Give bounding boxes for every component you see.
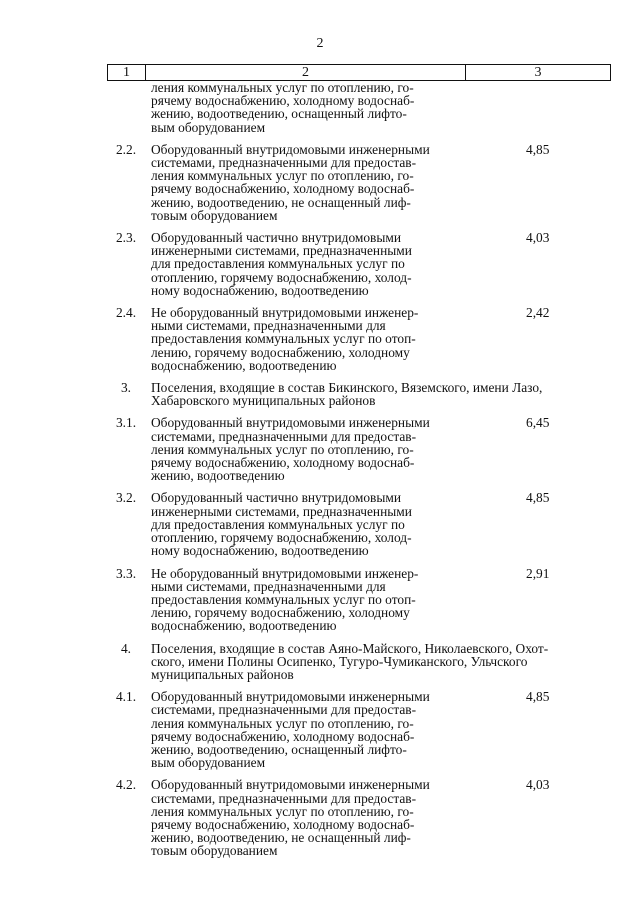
row-number: 3.1.: [115, 415, 137, 431]
table-row: [107, 143, 610, 222]
table-row: [107, 306, 610, 372]
column-header-1: 1: [108, 65, 146, 81]
row-number: 3.2.: [115, 490, 137, 506]
row-number: 4.: [120, 640, 132, 656]
row-number: 2.3.: [115, 230, 137, 246]
section-heading-row: [107, 642, 610, 682]
table-body: [107, 81, 610, 867]
table-row: [107, 491, 610, 557]
row-value: 4,85: [526, 490, 550, 506]
row-value: 6,45: [526, 415, 550, 431]
table-header: [107, 64, 611, 81]
row-description: Не оборудованный внутридомовыми инженер- ными системами, предназначенными для предоставления коммунальных услуг по отоп- лению, горячему водоснабжению, холодному водоснабжению, водоотведению: [151, 565, 419, 634]
row-number: 3.3.: [115, 565, 137, 581]
table-row: [107, 778, 610, 857]
table-row: [107, 567, 610, 633]
column-header-3: 3: [466, 65, 611, 81]
row-description: Оборудованный внутридомовыми инженерными системами, предназначенными для предостав- ления коммунальных услуг по отоплению, го- рячему водоснабжению, холодному водоснаб- жению, водоотведению: [151, 415, 430, 484]
row-description: Оборудованный частично внутридомовыми инженерными системами, предназначенными для предоставления коммунальных услуг по отоплению, горячему водоснабжению, холод- ному водоснабжению, водоотведению: [151, 230, 412, 298]
row-description: ления коммунальных услуг по отоплению, го- рячему водоснабжению, холодному водоснаб- жению, водоотведению, оснащенный лифто- вым оборудованием: [151, 80, 415, 135]
section-heading-row: [107, 381, 610, 407]
table-row: [107, 231, 610, 297]
table-row: [107, 416, 610, 482]
table-row: [107, 690, 610, 769]
page-number: 2: [316, 36, 324, 51]
row-description: Оборудованный внутридомовыми инженерными системами, предназначенными для предостав- ления коммунальных услуг по отоплению, го- рячему водоснабжению, холодному водоснаб- жению, водоотведению, не оснащенный лиф- товым оборудованием: [151, 141, 430, 223]
row-value: [464, 81, 610, 134]
row-value: 4,85: [526, 689, 550, 705]
row-description: Оборудованный частично внутридомовыми инженерными системами, предназначенными для предоставления коммунальных услуг по отоплению, горячему водоснабжению, холод- ному водоснабжению, водоотведению: [151, 490, 412, 559]
row-number: 3.: [120, 380, 132, 396]
row-number: 4.2.: [115, 777, 137, 793]
column-header-2: 2: [146, 65, 466, 81]
row-value: 4,03: [526, 777, 550, 793]
row-value: 4,03: [526, 230, 550, 246]
row-value: 2,91: [526, 565, 550, 581]
row-description: Оборудованный внутридомовыми инженерными системами, предназначенными для предостав- ления коммунальных услуг по отоплению, го- рячему водоснабжению, холодному водоснаб- жению, водоотведению, оснащенный лифто- вым оборудованием: [151, 689, 430, 771]
row-value: 2,42: [526, 305, 550, 321]
section-heading: Поселения, входящие в состав Аяно-Майского, Николаевского, Охот- ского, имени Полины Осипенко, Тугуро-Чумиканского, Ульчского муниципальных районов: [151, 640, 549, 682]
row-description: Не оборудованный внутридомовыми инженер- ными системами, предназначенными для предоставления коммунальных услуг по отоп- лению, горячему водоснабжению, холодному водоснабжению, водоотведению: [151, 305, 419, 373]
section-heading: Поселения, входящие в состав Бикинского, Вяземского, имени Лазо, Хабаровского муниципальных районов: [151, 380, 543, 409]
row-number: 2.4.: [115, 305, 137, 321]
table-row: [107, 81, 610, 134]
row-value: 4,85: [526, 141, 550, 157]
row-number: [107, 81, 145, 134]
row-number: 2.2.: [115, 141, 137, 157]
row-number: 4.1.: [115, 689, 137, 705]
row-description: Оборудованный внутридомовыми инженерными системами, предназначенными для предостав- ления коммунальных услуг по отоплению, го- рячему водоснабжению, холодному водоснаб- жению, водоотведению, не оснащенный лиф- товым оборудованием: [151, 777, 430, 859]
